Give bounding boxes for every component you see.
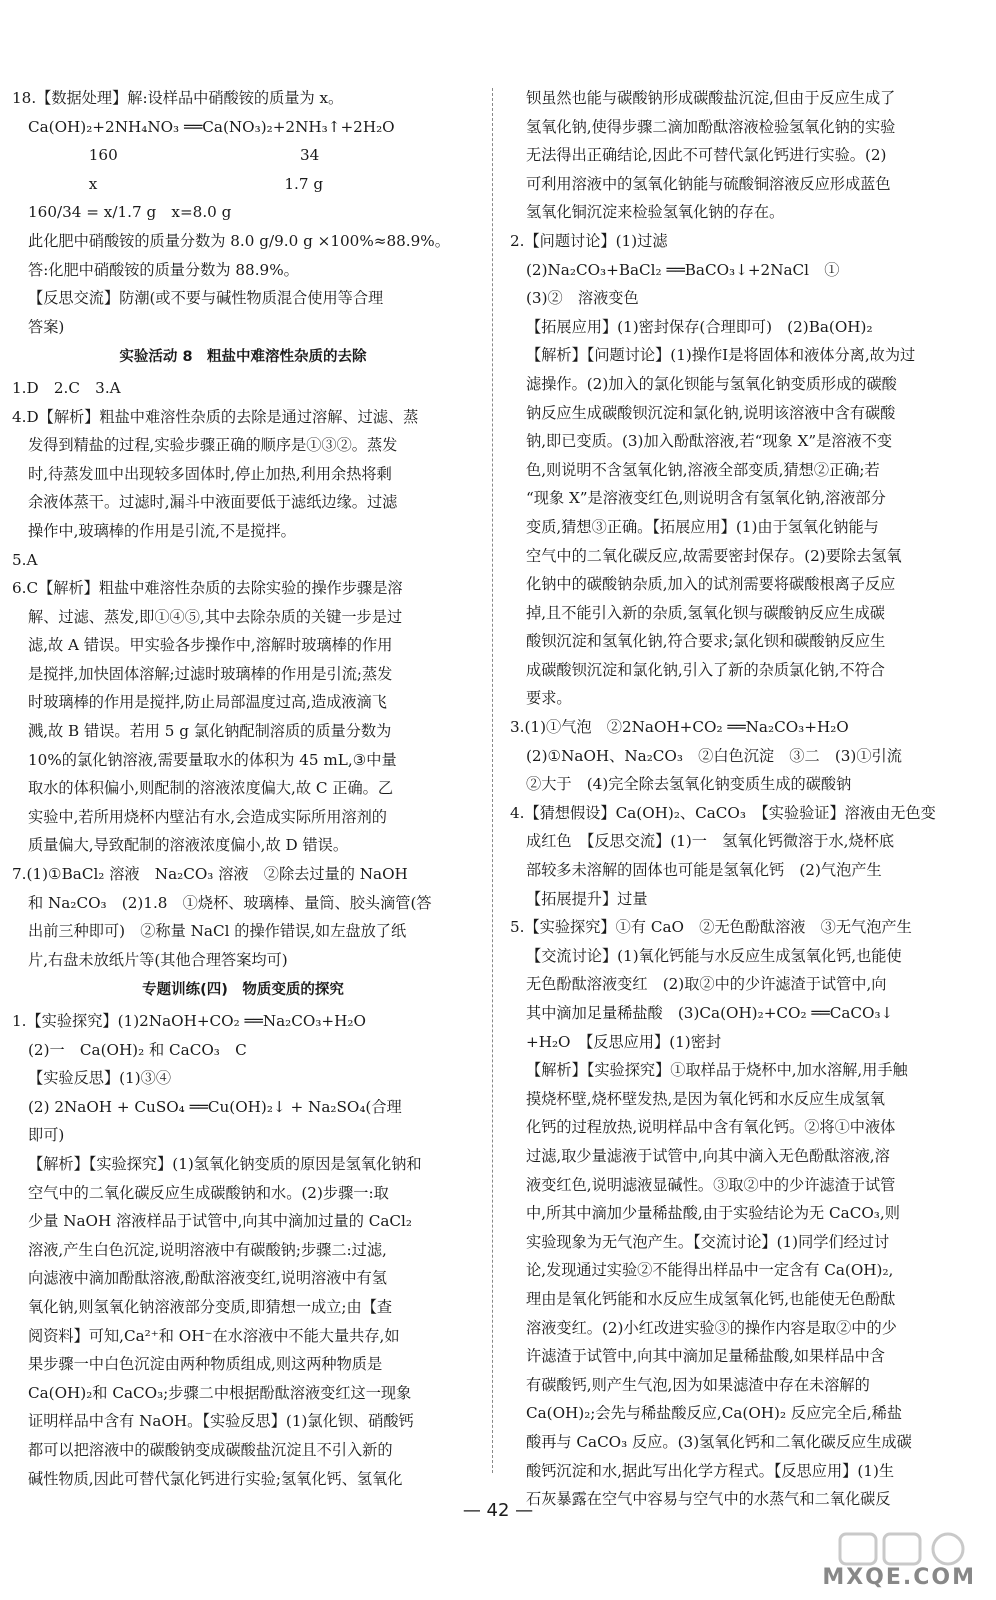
text-line: 阅资料】可知,Ca²⁺和 OH⁻在水溶液中不能大量共存,如 xyxy=(28,1326,400,1345)
text-line: 液变红色,说明滤液显碱性。③取②中的少许滤渣于试管 xyxy=(526,1175,896,1194)
column-divider xyxy=(492,88,493,1473)
text-line: 即可) xyxy=(28,1126,65,1145)
equation-line: 160 34 xyxy=(28,146,320,165)
text-line: 果步骤一中白色沉淀由两种物质组成,则这两种物质是 xyxy=(28,1355,383,1374)
text-line: 实验现象为无气泡产生。【交流讨论】(1)同学们经过讨 xyxy=(526,1232,890,1251)
left-column xyxy=(12,84,474,1493)
text-line: 中,所其中滴加少量稀盐酸,由于实验结论为无 CaCO₃,则 xyxy=(526,1204,900,1223)
section-heading: 专题训练(四) 物质变质的探究 xyxy=(142,982,344,999)
text-line: 论,发现通过实验②不能得出样品中一定含有 Ca(OH)₂, xyxy=(526,1261,894,1280)
text-line: 发得到精盐的过程,实验步骤正确的顺序是①③②。蒸发 xyxy=(28,436,398,455)
text-line: 过滤,取少量滤液于试管中,向其中滴入无色酚酞溶液,溶 xyxy=(526,1146,890,1165)
text-line: 化钙的过程放热,说明样品中含有氧化钙。②将①中液体 xyxy=(526,1118,896,1137)
text-line: 溶液,产生白色沉淀,说明溶液中有碳酸钠;步骤二:过滤, xyxy=(28,1240,387,1259)
text-line: 【拓展提升】过量 xyxy=(526,889,648,908)
right-column xyxy=(510,84,980,1514)
text-line: 余液体蒸干。过滤时,漏斗中液面要低于滤纸边缘。过滤 xyxy=(28,493,398,512)
text-line: 要求。 xyxy=(526,689,572,708)
text-line: 酸钙沉淀和水,据此写出化学方程式。【反思应用】(1)生 xyxy=(526,1461,895,1480)
text-line: 氢氧化铜沉淀来检验氢氧化钠的存在。 xyxy=(526,203,785,222)
text-line: 【反思交流】防潮(或不要与碱性物质混合使用等合理 xyxy=(28,289,384,308)
text-line: 无法得出正确结论,因此不可替代氯化钙进行实验。(2) xyxy=(526,146,887,165)
text-line: 钠,即已变质。(3)加入酚酞溶液,若“现象 X”是溶液不变 xyxy=(526,432,893,451)
text-line: 溅,故 B 错误。若用 5 g 氯化钠配制溶质的质量分数为 xyxy=(28,722,392,741)
text-line: 5.【实验探究】①有 CaO ②无色酚酞溶液 ③无气泡产生 xyxy=(510,918,912,937)
text-line: 解、过滤、蒸发,即①④⑤,其中去除杂质的关键一步是过 xyxy=(28,607,403,626)
text-line: 是搅拌,加快固体溶解;过滤时玻璃棒的作用是引流;蒸发 xyxy=(28,664,393,683)
text-line: 【拓展应用】(1)密封保存(合理即可) (2)Ba(OH)₂ xyxy=(526,317,873,336)
text-line: 向滤液中滴加酚酞溶液,酚酞溶液变红,说明溶液中有氢 xyxy=(28,1269,387,1288)
equation-line: Ca(OH)₂+2NH₄NO₃ ══Ca(NO₃)₂+2NH₃↑+2H₂O xyxy=(28,117,395,136)
section-heading: 实验活动 8 粗盐中难溶性杂质的去除 xyxy=(119,349,367,366)
text-line: 【解析】【实验探究】(1)氢氧化钠变质的原因是氢氧化钠和 xyxy=(28,1154,422,1173)
text-line: Ca(OH)₂和 CaCO₃;步骤二中根据酚酞溶液变红这一现象 xyxy=(28,1383,412,1402)
text-line: 证明样品中含有 NaOH。【实验反思】(1)氯化钡、硝酸钙 xyxy=(28,1412,414,1431)
text-line: 实验中,若所用烧杯内壁沾有水,会造成实际所用溶剂的 xyxy=(28,807,387,826)
text-line: 碱性物质,因此可替代氯化钙进行实验;氢氧化钙、氢氧化 xyxy=(28,1469,403,1488)
text-line: 化钠中的碳酸钠杂质,加入的试剂需要将碳酸根离子反应 xyxy=(526,575,896,594)
text-line: 4.D【解析】粗盐中难溶性杂质的去除是通过溶解、过滤、蒸 xyxy=(12,407,419,426)
text-line: 空气中的二氧化碳反应生成碳酸钠和水。(2)步骤一:取 xyxy=(28,1183,389,1202)
text-line: 氧化钠,则氢氧化钠溶液部分变质,即猜想一成立;由【查 xyxy=(28,1297,393,1316)
text-line: 6.C【解析】粗盐中难溶性杂质的去除实验的操作步骤是溶 xyxy=(12,579,403,598)
text-line: 取水的体积偏小,则配制的溶液浓度偏大,故 C 正确。乙 xyxy=(28,779,394,798)
text-line: 操作中,玻璃棒的作用是引流,不是搅拌。 xyxy=(28,521,296,540)
text-line: 酸再与 CaCO₃ 反应。(3)氢氧化钙和二氧化碳反应生成碳 xyxy=(526,1432,912,1451)
text-line: (2)一 Ca(OH)₂ 和 CaCO₃ C xyxy=(28,1040,247,1059)
equation-line: x 1.7 g xyxy=(28,174,324,193)
text-line: ②大于 (4)完全除去氢氧化钠变质生成的碳酸钠 xyxy=(526,775,852,794)
text-line: 空气中的二氧化碳反应,故需要密封保存。(2)要除去氢氧 xyxy=(526,546,902,565)
text-line: 其中滴加足量稀盐酸 (3)Ca(OH)₂+CO₂ ══CaCO₃↓ xyxy=(526,1004,894,1022)
text-line: 1.D 2.C 3.A xyxy=(12,378,121,397)
text-line: 【交流讨论】(1)氧化钙能与水反应生成氢氧化钙,也能使 xyxy=(526,946,902,965)
text-line: 成红色 【反思交流】(1)一 氢氧化钙微溶于水,烧杯底 xyxy=(526,832,895,851)
text-line: 许滤渣于试管中,向其中滴加足量稀盐酸,如果样品中含 xyxy=(526,1347,885,1366)
text-line: 时玻璃棒的作用是搅拌,防止局部温度过高,造成液滴飞 xyxy=(28,693,387,712)
text-line: +H₂O 【反思应用】(1)密封 xyxy=(526,1032,722,1051)
text-line: 钡虽然也能与碳酸钠形成碳酸盐沉淀,但由于反应生成了 xyxy=(526,89,896,107)
text-line: 【实验反思】(1)③④ xyxy=(28,1069,172,1088)
text-line: 【解析】【问题讨论】(1)操作Ⅰ是将固体和液体分离,故为过 xyxy=(526,346,916,365)
text-line: (2)①NaOH、Na₂CO₃ ②白色沉淀 ③二 (3)①引流 xyxy=(526,746,902,765)
text-line: Ca(OH)₂;会先与稀盐酸反应,Ca(OH)₂ 反应完全后,稀盐 xyxy=(526,1404,903,1423)
text-line: 18.【数据处理】解:设样品中硝酸铵的质量为 x。 xyxy=(12,89,344,107)
watermark-text: MXQE.COM xyxy=(822,1565,976,1590)
text-line: 无色酚酞溶液变红 (2)取②中的少许滤渣于试管中,向 xyxy=(526,975,887,994)
text-line: 钠反应生成碳酸钡沉淀和氯化钠,说明该溶液中含有碳酸 xyxy=(526,403,896,422)
text-line: 变质,猜想③正确。【拓展应用】(1)由于氢氧化钠能与 xyxy=(526,517,879,536)
equation-line: 160/34 = x/1.7 g x=8.0 g xyxy=(28,203,232,222)
text-line: 片,右盘未放纸片等(其他合理答案均可) xyxy=(28,950,288,969)
text-line: 出前三种即可) ②称量 NaCl 的操作错误,如左盘放了纸 xyxy=(28,922,407,941)
text-line: 氢氧化钠,使得步骤二滴加酚酞溶液检验氢氧化钠的实验 xyxy=(526,117,896,136)
text-line: 少量 NaOH 溶液样品于试管中,向其中滴加过量的 CaCl₂ xyxy=(28,1212,412,1231)
text-line: 和 Na₂CO₃ (2)1.8 ①烧杯、玻璃棒、量筒、胶头滴管(答 xyxy=(28,893,432,912)
text-line: 10%的氯化钠溶液,需要量取水的体积为 45 mL,③中量 xyxy=(28,750,397,769)
text-line: 5.A xyxy=(12,550,38,569)
text-line: 滤,故 A 错误。甲实验各步操作中,溶解时玻璃棒的作用 xyxy=(28,636,393,655)
text-line: 4.【猜想假设】Ca(OH)₂、CaCO₃ 【实验验证】溶液由无色变 xyxy=(510,803,936,822)
text-line: 2.【问题讨论】(1)过滤 xyxy=(510,231,668,250)
text-line: 可利用溶液中的氢氧化钠能与硫酸铜溶液反应形成蓝色 xyxy=(526,174,891,193)
text-line: 有碳酸钙,则产生气泡,因为如果滤渣中存在未溶解的 xyxy=(526,1375,870,1394)
text-line: 成碳酸钡沉淀和氯化钠,引入了新的杂质氯化钠,不符合 xyxy=(526,660,885,679)
text-line: 溶液变红。(2)小红改进实验③的操作内容是取②中的少 xyxy=(526,1318,897,1337)
text-line: 石灰暴露在空气中容易与空气中的水蒸气和二氧化碳反 xyxy=(526,1490,891,1509)
text-line: “现象 X”是溶液变红色,则说明含有氢氧化钠,溶液部分 xyxy=(526,489,886,508)
text-line: (2)Na₂CO₃+BaCl₂ ══BaCO₃↓+2NaCl ① xyxy=(526,260,840,279)
text-line: (2) 2NaOH + CuSO₄ ══Cu(OH)₂↓ + Na₂SO₄(合理 xyxy=(28,1097,402,1116)
text-line: 质量偏大,导致配制的溶液浓度偏小,故 D 错误。 xyxy=(28,836,349,855)
text-line: 答:化肥中硝酸铵的质量分数为 88.9%。 xyxy=(28,260,299,279)
text-line: 都可以把溶液中的碳酸钠变成碳酸盐沉淀且不引入新的 xyxy=(28,1440,393,1459)
text-line: 3.(1)①气泡 ②2NaOH+CO₂ ══Na₂CO₃+H₂O xyxy=(510,718,849,737)
text-line: 【解析】【实验探究】①取样品于烧杯中,加水溶解,用手触 xyxy=(526,1061,908,1080)
text-line: (3)② 溶液变色 xyxy=(526,289,639,308)
page-number: — 42 — xyxy=(462,1500,534,1521)
text-line: 滤操作。(2)加入的氯化钡能与氢氧化钠变质形成的碳酸 xyxy=(526,374,897,393)
text-line: 1.【实验探究】(1)2NaOH+CO₂ ══Na₂CO₃+H₂O xyxy=(12,1012,366,1030)
text-line: 酸钡沉淀和氢氧化钠,符合要求;氯化钡和碳酸钠反应生 xyxy=(526,632,886,651)
text-line: 7.(1)①BaCl₂ 溶液 Na₂CO₃ 溶液 ②除去过量的 NaOH xyxy=(12,865,408,884)
text-line: 掉,且不能引入新的杂质,氢氧化钡与碳酸钠反应生成碳 xyxy=(526,603,885,622)
text-line: 色,则说明不含氢氧化钠,溶液全部变质,猜想②正确;若 xyxy=(526,460,880,479)
text-line: 此化肥中硝酸铵的质量分数为 8.0 g/9.0 g ×100%≈88.9%。 xyxy=(28,231,450,250)
text-line: 摸烧杯壁,烧杯壁发热,是因为氧化钙和水反应生成氢氧 xyxy=(526,1089,885,1108)
text-line: 时,待蒸发皿中出现较多固体时,停止加热,利用余热将剩 xyxy=(28,464,392,483)
text-line: 部较多未溶解的固体也可能是氢氧化钙 (2)气泡产生 xyxy=(526,861,882,880)
text-line: 理由是氧化钙能和水反应生成氢氧化钙,也能使无色酚酞 xyxy=(526,1289,896,1308)
text-line: 答案) xyxy=(28,317,65,336)
